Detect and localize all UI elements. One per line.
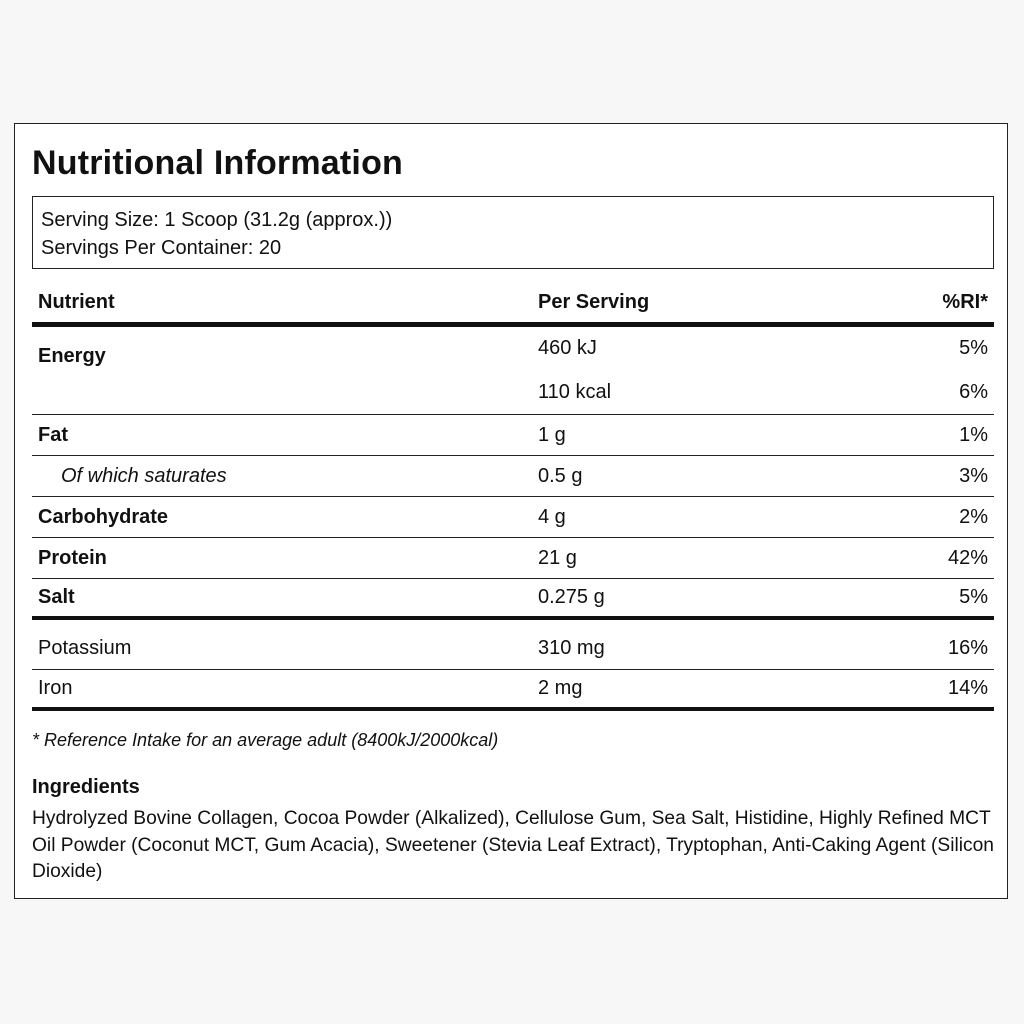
table-row: [32, 497, 994, 538]
nutrient-name: Iron: [38, 677, 73, 699]
energy-kj-ri: 5%: [959, 337, 988, 360]
nutrient-name: Carbohydrate: [38, 505, 169, 528]
table-row: [32, 415, 994, 456]
serving-size: Serving Size: 1 Scoop (31.2g (approx.)): [41, 209, 393, 231]
ingredients-title: Ingredients: [32, 776, 140, 798]
nutrient-name: Potassium: [38, 637, 132, 659]
per-serving-value: 2 mg: [538, 677, 583, 699]
per-serving-value: 0.5 g: [538, 464, 583, 487]
nutrition-table: [32, 282, 994, 711]
table-row-energy: [32, 327, 994, 415]
energy-values: [532, 327, 922, 414]
servings-per-container: Servings Per Container: 20: [41, 237, 282, 259]
ingredients-text: Hydrolyzed Bovine Collagen, Cocoa Powder (Alkalized), Cellulose Gum, Sea Salt, Histidine, Highly Refined MCT Oil Powder (Coconut MCT, Gum Acacia), Sweetener (Stevia Leaf Extract), Tryptophan, Anti-Caking Agent (Silicon Dioxide): [32, 808, 994, 882]
table-row: [32, 579, 994, 620]
ri-value: 14%: [947, 677, 988, 699]
per-serving-value: 1 g: [538, 423, 566, 446]
energy-kcal-ri: 6%: [959, 380, 988, 403]
nutrient-name: Of which saturates: [61, 464, 227, 487]
ri-value: 16%: [947, 637, 988, 659]
per-serving-value: 4 g: [538, 505, 566, 528]
serving-info-box: [32, 196, 994, 269]
table-header: [32, 282, 994, 327]
per-serving-value: 21 g: [538, 546, 577, 569]
table-row: [32, 620, 994, 670]
ri-value: 1%: [959, 423, 988, 446]
nutrient-name: Protein: [38, 546, 107, 569]
nutrient-name: Energy: [38, 345, 106, 367]
header-ri: %RI*: [942, 290, 988, 313]
table-row: [32, 670, 994, 711]
nutrition-panel: [14, 123, 1008, 899]
header-per-serving: Per Serving: [538, 290, 650, 313]
nutrient-name: Fat: [38, 423, 68, 446]
reference-intake-footnote: * Reference Intake for an average adult (8400kJ/2000kcal): [32, 730, 499, 750]
header-nutrient: Nutrient: [38, 290, 115, 313]
table-row: [32, 456, 994, 497]
ri-value: 2%: [959, 505, 988, 528]
page-title: Nutritional Information: [32, 144, 404, 182]
ri-value: 3%: [959, 464, 988, 487]
ri-value: 42%: [947, 546, 988, 569]
energy-kj: 460 kJ: [538, 337, 597, 360]
energy-ri-values: [922, 327, 994, 414]
per-serving-value: 310 mg: [538, 637, 605, 659]
ri-value: 5%: [959, 586, 988, 608]
nutrient-name: Salt: [38, 586, 75, 608]
energy-kcal: 110 kcal: [538, 380, 612, 403]
per-serving-value: 0.275 g: [538, 586, 605, 608]
table-row: [32, 538, 994, 579]
